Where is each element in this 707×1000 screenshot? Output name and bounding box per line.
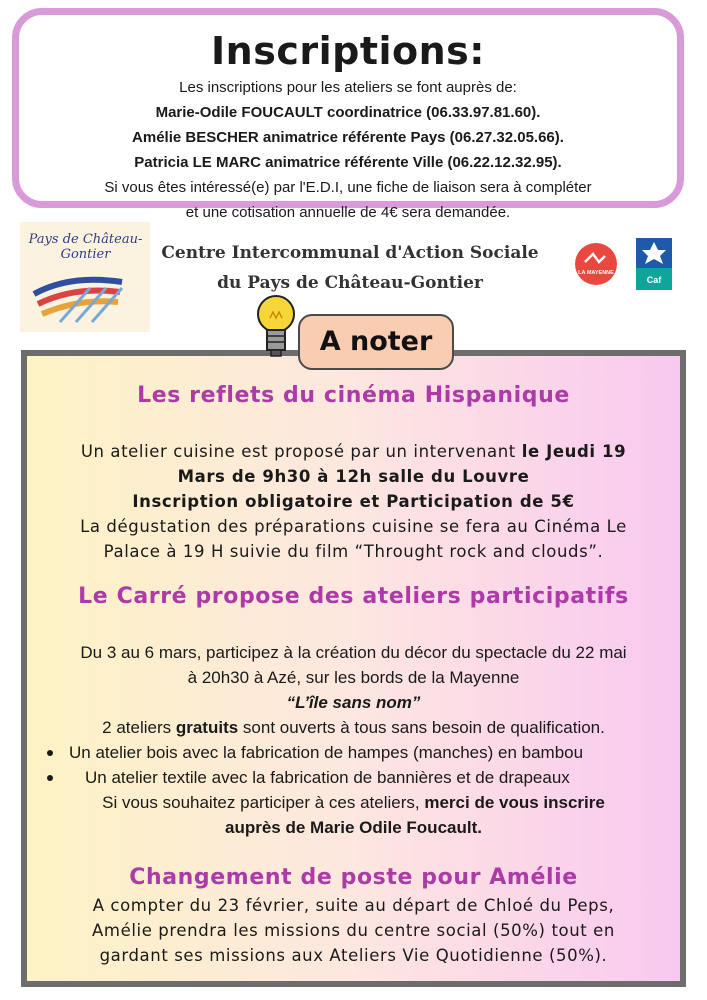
- list-item: [27, 765, 680, 790]
- section3-title: Changement de poste pour Amélie: [129, 865, 578, 890]
- edi-note-line2: et une cotisation annuelle de 4€ sera demandée.: [185, 204, 511, 221]
- la-mayenne-logo-icon: [574, 242, 618, 286]
- section1-line1-text: Un atelier cuisine est proposé par un intervenant: [80, 442, 522, 461]
- ciasc-line2: du Pays de Château-Gontier: [217, 273, 483, 293]
- list-item: [27, 740, 680, 765]
- pays-chateau-gontier-logo: [20, 222, 150, 332]
- section-cinema-hispanique: [27, 383, 680, 564]
- inscriptions-title: Inscriptions:: [211, 29, 485, 73]
- contact-bescher: Amélie BESCHER animatrice référente Pays (06.27.32.05.66).: [132, 129, 564, 146]
- section1-line5: Palace à 19 H suivie du film “Throught rock and clouds”.: [103, 542, 604, 561]
- section1-title: Les reflets du cinéma Hispanique: [137, 383, 570, 408]
- bullet-icon: [47, 750, 53, 756]
- section2-line2: à 20h30 à Azé, sur les bords de la Mayenne: [187, 668, 520, 687]
- contact-le-marc: Patricia LE MARC animatrice référente Ville (06.22.12.32.95).: [134, 154, 562, 171]
- section-changement-poste: [27, 865, 680, 968]
- section2-show-title: “L’île sans nom”: [286, 693, 421, 712]
- ciasc-line1: Centre Intercommunal d'Action Sociale: [161, 243, 539, 263]
- section-carre-ateliers: [27, 584, 680, 840]
- contact-foucault: Marie-Odile FOUCAULT coordinatrice (06.33.97.81.60).: [155, 104, 541, 121]
- svg-text:LA MAYENNE: LA MAYENNE: [578, 270, 614, 276]
- ciasc-title: [150, 238, 550, 298]
- section2-line4: [27, 715, 680, 740]
- caf-logo-icon: [636, 238, 672, 290]
- section1-line4: La dégustation des préparations cuisine se fera au Cinéma Le: [80, 517, 627, 536]
- edi-note-line1: Si vous êtes intéressé(e) par l'E.D.I, une fiche de liaison sera à compléter: [104, 179, 592, 196]
- section2-gratuits: gratuits: [175, 718, 239, 737]
- section3-line1: A compter du 23 février, suite au départ de Chloé du Peps,: [92, 896, 615, 915]
- lightbulb-icon: [254, 292, 298, 360]
- bullet1-text: Un atelier bois avec la fabrication de hampes (manches) en bambou: [69, 743, 584, 762]
- a-noter-tag: [298, 314, 454, 370]
- svg-text:Caf: Caf: [646, 275, 662, 285]
- section2-line5: [27, 790, 680, 815]
- section3-line2: Amélie prendra les missions du centre social (50%) tout en: [92, 921, 615, 940]
- section2-line6: auprès de Marie Odile Foucault.: [225, 818, 482, 837]
- pays-logo-ribbons-icon: [20, 222, 150, 332]
- bullet2-text: Un atelier textile avec la fabrication de bannières et de drapeaux: [85, 768, 570, 787]
- pays-logo-text: Pays de Château-Gontier: [28, 232, 143, 262]
- inscriptions-box: [12, 8, 684, 221]
- ateliers-list: [27, 740, 680, 790]
- section2-line4-c: sont ouverts à tous sans besoin de qualification.: [238, 718, 605, 737]
- section1-line1: [27, 439, 680, 464]
- section3-line3: gardant ses missions aux Ateliers Vie Quotidienne (50%).: [99, 946, 608, 965]
- section2-line5-b: merci de vous inscrire: [424, 793, 605, 812]
- section1-line3: Inscription obligatoire et Participation de 5€: [132, 492, 575, 511]
- section2-line1: Du 3 au 6 mars, participez à la création du décor du spectacle du 22 mai: [80, 643, 627, 662]
- section1-line2: Mars de 9h30 à 12h salle du Louvre: [177, 467, 530, 486]
- section2-line4-a: 2 ateliers: [102, 718, 176, 737]
- a-noter-label: A noter: [319, 326, 433, 357]
- section2-title: Le Carré propose des ateliers participatifs: [78, 584, 629, 609]
- section2-line5-a: Si vous souhaitez participer à ces ateliers,: [102, 793, 425, 812]
- inscriptions-intro: Les inscriptions pour les ateliers se font auprès de:: [179, 79, 517, 96]
- section1-date: le Jeudi 19: [521, 442, 627, 461]
- bullet-icon: [47, 775, 53, 781]
